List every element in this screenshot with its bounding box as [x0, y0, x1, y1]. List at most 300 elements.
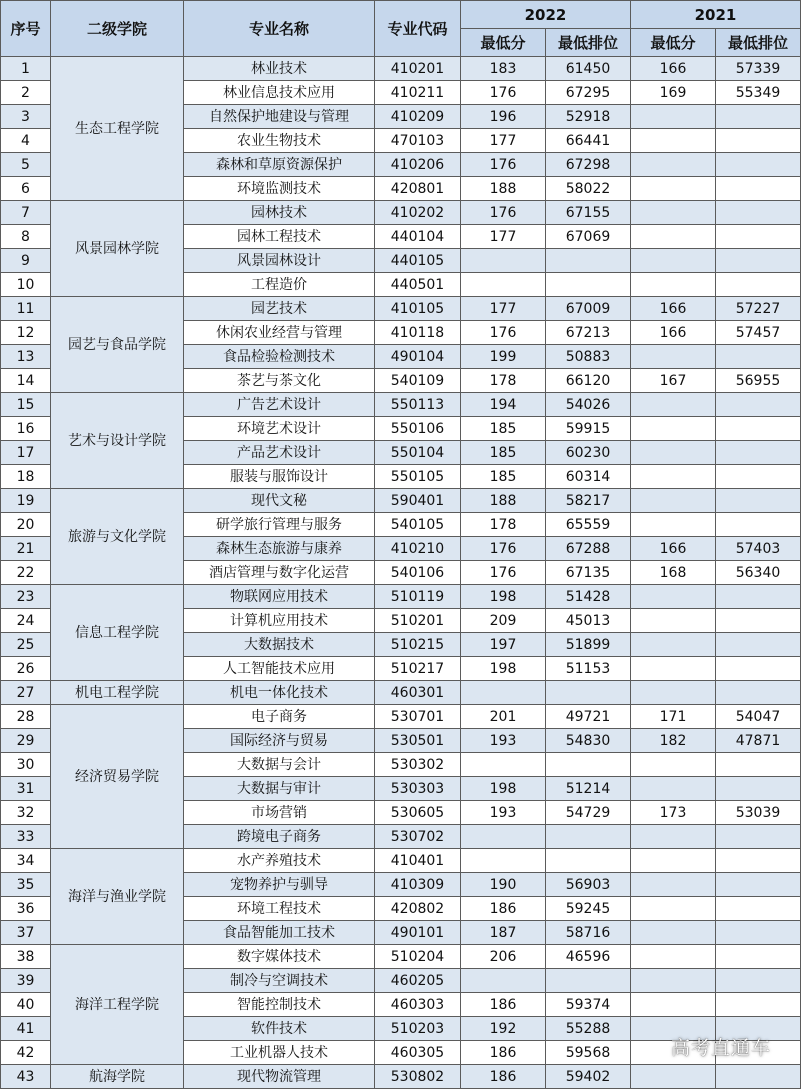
cell-2021-min-score: [631, 105, 716, 129]
cell-2021-min-rank: [716, 1065, 801, 1089]
cell-2022-min-score: [461, 249, 546, 273]
cell-seq: 31: [1, 777, 51, 801]
cell-2022-min-rank: 59245: [546, 897, 631, 921]
cell-2021-min-rank: [716, 129, 801, 153]
cell-2021-min-score: [631, 609, 716, 633]
cell-2022-min-score: 186: [461, 897, 546, 921]
cell-2021-min-rank: [716, 417, 801, 441]
cell-seq: 10: [1, 273, 51, 297]
cell-code: 410309: [375, 873, 461, 897]
cell-seq: 24: [1, 609, 51, 633]
cell-seq: 38: [1, 945, 51, 969]
cell-2022-min-rank: 55288: [546, 1017, 631, 1041]
cell-major: 产品艺术设计: [184, 441, 375, 465]
cell-2021-min-score: [631, 945, 716, 969]
cell-seq: 3: [1, 105, 51, 129]
cell-code: 490101: [375, 921, 461, 945]
cell-major: 人工智能技术应用: [184, 657, 375, 681]
cell-2021-min-score: [631, 777, 716, 801]
cell-2021-min-rank: [716, 993, 801, 1017]
cell-2022-min-score: 178: [461, 513, 546, 537]
cell-seq: 26: [1, 657, 51, 681]
cell-seq: 43: [1, 1065, 51, 1089]
cell-2021-min-score: 166: [631, 321, 716, 345]
cell-2022-min-score: 193: [461, 729, 546, 753]
cell-2022-min-score: 193: [461, 801, 546, 825]
cell-2022-min-rank: 59568: [546, 1041, 631, 1065]
cell-2022-min-score: [461, 681, 546, 705]
cell-2022-min-score: 186: [461, 1041, 546, 1065]
cell-seq: 18: [1, 465, 51, 489]
cell-2021-min-score: [631, 417, 716, 441]
cell-2022-min-score: 176: [461, 561, 546, 585]
cell-2021-min-score: [631, 393, 716, 417]
cell-major: 跨境电子商务: [184, 825, 375, 849]
cell-major: 林业技术: [184, 57, 375, 81]
table-row: [1, 57, 801, 81]
cell-2022-min-rank: 52918: [546, 105, 631, 129]
cell-seq: 19: [1, 489, 51, 513]
cell-2022-min-score: 176: [461, 201, 546, 225]
cell-code: 510203: [375, 1017, 461, 1041]
cell-code: 410118: [375, 321, 461, 345]
cell-seq: 37: [1, 921, 51, 945]
cell-code: 550113: [375, 393, 461, 417]
cell-2021-min-rank: 57403: [716, 537, 801, 561]
cell-code: 550105: [375, 465, 461, 489]
cell-2021-min-score: [631, 273, 716, 297]
cell-code: 410209: [375, 105, 461, 129]
cell-2021-min-score: [631, 201, 716, 225]
table-row: [1, 489, 801, 513]
cell-major: 国际经济与贸易: [184, 729, 375, 753]
cell-major: 智能控制技术: [184, 993, 375, 1017]
cell-college: 经济贸易学院: [51, 705, 184, 849]
watermark-text: 高考直通车: [670, 1037, 771, 1059]
table-row: [1, 945, 801, 969]
cell-major: 制冷与空调技术: [184, 969, 375, 993]
cell-2022-min-score: 194: [461, 393, 546, 417]
cell-seq: 22: [1, 561, 51, 585]
cell-2021-min-score: [631, 489, 716, 513]
cell-seq: 40: [1, 993, 51, 1017]
cell-major: 园林技术: [184, 201, 375, 225]
cell-2021-min-score: [631, 249, 716, 273]
cell-seq: 32: [1, 801, 51, 825]
cell-2022-min-rank: 59915: [546, 417, 631, 441]
cell-2022-min-rank: 51153: [546, 657, 631, 681]
cell-seq: 21: [1, 537, 51, 561]
cell-2022-min-score: 192: [461, 1017, 546, 1041]
cell-2021-min-score: [631, 681, 716, 705]
cell-2021-min-rank: [716, 849, 801, 873]
cell-2022-min-score: 177: [461, 129, 546, 153]
cell-2022-min-rank: 45013: [546, 609, 631, 633]
cell-seq: 29: [1, 729, 51, 753]
cell-major: 大数据技术: [184, 633, 375, 657]
cell-code: 410401: [375, 849, 461, 873]
cell-college: 海洋工程学院: [51, 945, 184, 1065]
cell-2022-min-score: 188: [461, 489, 546, 513]
cell-seq: 30: [1, 753, 51, 777]
cell-2022-min-score: 188: [461, 177, 546, 201]
cell-2021-min-score: [631, 225, 716, 249]
cell-code: 440104: [375, 225, 461, 249]
table-row: [1, 705, 801, 729]
header-2022-min-rank: 最低排位: [546, 29, 631, 57]
cell-2022-min-score: 198: [461, 585, 546, 609]
cell-2022-min-score: 177: [461, 297, 546, 321]
cell-2021-min-score: [631, 465, 716, 489]
cell-2021-min-score: [631, 825, 716, 849]
cell-seq: 14: [1, 369, 51, 393]
cell-2022-min-rank: 58217: [546, 489, 631, 513]
cell-2022-min-rank: 46596: [546, 945, 631, 969]
cell-2022-min-score: 177: [461, 225, 546, 249]
cell-2022-min-rank: 66441: [546, 129, 631, 153]
cell-2021-min-rank: [716, 441, 801, 465]
cell-seq: 13: [1, 345, 51, 369]
cell-seq: 11: [1, 297, 51, 321]
cell-2022-min-score: 176: [461, 537, 546, 561]
cell-code: 590401: [375, 489, 461, 513]
cell-major: 工业机器人技术: [184, 1041, 375, 1065]
cell-2022-min-score: [461, 849, 546, 873]
cell-2021-min-rank: [716, 177, 801, 201]
table-body: [1, 57, 801, 1089]
cell-2021-min-score: [631, 441, 716, 465]
cell-seq: 7: [1, 201, 51, 225]
cell-2021-min-score: 167: [631, 369, 716, 393]
cell-2022-min-rank: 67213: [546, 321, 631, 345]
cell-2022-min-rank: 51214: [546, 777, 631, 801]
cell-2022-min-score: 176: [461, 153, 546, 177]
cell-2022-min-score: 190: [461, 873, 546, 897]
cell-2022-min-rank: 58716: [546, 921, 631, 945]
table-row: [1, 393, 801, 417]
cell-seq: 17: [1, 441, 51, 465]
cell-2021-min-rank: [716, 921, 801, 945]
cell-2022-min-rank: 61450: [546, 57, 631, 81]
header-year-2021: 2021: [631, 1, 801, 29]
header-code: 专业代码: [375, 1, 461, 57]
cell-2022-min-score: 209: [461, 609, 546, 633]
cell-seq: 42: [1, 1041, 51, 1065]
cell-2022-min-rank: 51899: [546, 633, 631, 657]
cell-2022-min-rank: 54729: [546, 801, 631, 825]
cell-code: 550104: [375, 441, 461, 465]
cell-seq: 15: [1, 393, 51, 417]
cell-seq: 4: [1, 129, 51, 153]
cell-code: 460205: [375, 969, 461, 993]
cell-2021-min-rank: [716, 945, 801, 969]
cell-code: 420802: [375, 897, 461, 921]
cell-major: 林业信息技术应用: [184, 81, 375, 105]
cell-2021-min-rank: [716, 873, 801, 897]
cell-2022-min-rank: [546, 681, 631, 705]
header-2021-min-score: 最低分: [631, 29, 716, 57]
cell-code: 510201: [375, 609, 461, 633]
cell-code: 510217: [375, 657, 461, 681]
cell-seq: 9: [1, 249, 51, 273]
cell-2022-min-score: 186: [461, 993, 546, 1017]
cell-college: 航海学院: [51, 1065, 184, 1089]
cell-code: 410202: [375, 201, 461, 225]
cell-major: 现代物流管理: [184, 1065, 375, 1089]
cell-2021-min-rank: [716, 153, 801, 177]
cell-2022-min-rank: 67298: [546, 153, 631, 177]
cell-2022-min-rank: 60314: [546, 465, 631, 489]
cell-2022-min-rank: [546, 753, 631, 777]
cell-2022-min-score: 185: [461, 465, 546, 489]
cell-2021-min-score: 169: [631, 81, 716, 105]
cell-2021-min-score: 166: [631, 297, 716, 321]
cell-major: 森林生态旅游与康养: [184, 537, 375, 561]
cell-2022-min-rank: [546, 273, 631, 297]
cell-2021-min-rank: 57339: [716, 57, 801, 81]
cell-code: 410206: [375, 153, 461, 177]
cell-seq: 23: [1, 585, 51, 609]
cell-code: 440105: [375, 249, 461, 273]
cell-major: 电子商务: [184, 705, 375, 729]
cell-2022-min-rank: 54830: [546, 729, 631, 753]
cell-code: 530702: [375, 825, 461, 849]
cell-2021-min-rank: [716, 489, 801, 513]
cell-2021-min-score: [631, 753, 716, 777]
cell-2021-min-rank: [716, 633, 801, 657]
cell-code: 420801: [375, 177, 461, 201]
cell-major: 计算机应用技术: [184, 609, 375, 633]
header-2022-min-score: 最低分: [461, 29, 546, 57]
cell-code: 530605: [375, 801, 461, 825]
cell-2022-min-rank: 49721: [546, 705, 631, 729]
cell-2021-min-score: [631, 585, 716, 609]
cell-2022-min-rank: 67009: [546, 297, 631, 321]
cell-major: 食品检验检测技术: [184, 345, 375, 369]
cell-2021-min-score: [631, 993, 716, 1017]
cell-2022-min-rank: [546, 969, 631, 993]
cell-major: 研学旅行管理与服务: [184, 513, 375, 537]
header-college: 二级学院: [51, 1, 184, 57]
cell-2022-min-score: 199: [461, 345, 546, 369]
cell-2021-min-score: 182: [631, 729, 716, 753]
cell-2021-min-rank: [716, 897, 801, 921]
cell-major: 农业生物技术: [184, 129, 375, 153]
cell-2022-min-rank: 56903: [546, 873, 631, 897]
cell-seq: 5: [1, 153, 51, 177]
cell-2022-min-rank: 67069: [546, 225, 631, 249]
cell-2022-min-score: 197: [461, 633, 546, 657]
cell-2021-min-score: [631, 657, 716, 681]
cell-2021-min-score: [631, 177, 716, 201]
cell-major: 大数据与会计: [184, 753, 375, 777]
cell-2021-min-rank: [716, 249, 801, 273]
cell-code: 470103: [375, 129, 461, 153]
cell-2022-min-score: 187: [461, 921, 546, 945]
cell-major: 水产养殖技术: [184, 849, 375, 873]
cell-code: 510119: [375, 585, 461, 609]
cell-2022-min-score: 176: [461, 321, 546, 345]
cell-code: 410210: [375, 537, 461, 561]
cell-college: 园艺与食品学院: [51, 297, 184, 393]
cell-seq: 34: [1, 849, 51, 873]
cell-2021-min-score: [631, 969, 716, 993]
cell-seq: 28: [1, 705, 51, 729]
cell-seq: 20: [1, 513, 51, 537]
cell-code: 530501: [375, 729, 461, 753]
cell-major: 大数据与审计: [184, 777, 375, 801]
cell-2022-min-score: 186: [461, 1065, 546, 1089]
cell-2022-min-rank: 67155: [546, 201, 631, 225]
cell-2021-min-score: 168: [631, 561, 716, 585]
cell-2021-min-rank: [716, 609, 801, 633]
cell-college: 艺术与设计学院: [51, 393, 184, 489]
cell-code: 410105: [375, 297, 461, 321]
cell-code: 530701: [375, 705, 461, 729]
cell-major: 食品智能加工技术: [184, 921, 375, 945]
cell-2022-min-score: [461, 753, 546, 777]
cell-code: 510215: [375, 633, 461, 657]
cell-major: 茶艺与茶文化: [184, 369, 375, 393]
cell-major: 现代文秘: [184, 489, 375, 513]
cell-major: 园林工程技术: [184, 225, 375, 249]
cell-2021-min-rank: [716, 825, 801, 849]
cell-major: 酒店管理与数字化运营: [184, 561, 375, 585]
cell-2022-min-rank: 54026: [546, 393, 631, 417]
table-row: [1, 297, 801, 321]
cell-major: 环境监测技术: [184, 177, 375, 201]
cell-code: 410201: [375, 57, 461, 81]
cell-code: 550106: [375, 417, 461, 441]
cell-2022-min-rank: 59374: [546, 993, 631, 1017]
table-row: [1, 1065, 801, 1089]
cell-2021-min-rank: [716, 201, 801, 225]
cell-2022-min-rank: 67295: [546, 81, 631, 105]
cell-2021-min-score: [631, 921, 716, 945]
header-year-2022: 2022: [461, 1, 631, 29]
cell-2021-min-score: [631, 897, 716, 921]
cell-code: 510204: [375, 945, 461, 969]
cell-2022-min-score: 185: [461, 417, 546, 441]
cell-2022-min-score: 201: [461, 705, 546, 729]
table-row: [1, 849, 801, 873]
cell-2022-min-score: 206: [461, 945, 546, 969]
cell-2021-min-score: [631, 129, 716, 153]
cell-major: 森林和草原资源保护: [184, 153, 375, 177]
cell-college: 旅游与文化学院: [51, 489, 184, 585]
cell-2022-min-score: [461, 969, 546, 993]
cell-code: 540105: [375, 513, 461, 537]
cell-seq: 16: [1, 417, 51, 441]
cell-2022-min-rank: [546, 849, 631, 873]
cell-2021-min-rank: [716, 753, 801, 777]
cell-major: 风景园林设计: [184, 249, 375, 273]
cell-2022-min-rank: [546, 825, 631, 849]
cell-code: 490104: [375, 345, 461, 369]
table-row: [1, 681, 801, 705]
cell-2021-min-rank: 56955: [716, 369, 801, 393]
table-header: [1, 1, 801, 57]
cell-2021-min-score: [631, 513, 716, 537]
cell-2021-min-score: 173: [631, 801, 716, 825]
cell-major: 自然保护地建设与管理: [184, 105, 375, 129]
cell-seq: 12: [1, 321, 51, 345]
cell-code: 460303: [375, 993, 461, 1017]
cell-2021-min-rank: 57457: [716, 321, 801, 345]
cell-seq: 33: [1, 825, 51, 849]
cell-2021-min-rank: 54047: [716, 705, 801, 729]
cell-code: 540109: [375, 369, 461, 393]
cell-major: 广告艺术设计: [184, 393, 375, 417]
cell-seq: 6: [1, 177, 51, 201]
cell-2022-min-rank: [546, 249, 631, 273]
cell-seq: 1: [1, 57, 51, 81]
cell-2022-min-rank: 66120: [546, 369, 631, 393]
cell-2022-min-rank: 51428: [546, 585, 631, 609]
cell-major: 数字媒体技术: [184, 945, 375, 969]
cell-college: 机电工程学院: [51, 681, 184, 705]
cell-code: 530302: [375, 753, 461, 777]
cell-2021-min-rank: 55349: [716, 81, 801, 105]
cell-2022-min-score: 198: [461, 657, 546, 681]
header-2021-min-rank: 最低排位: [716, 29, 801, 57]
cell-major: 休闲农业经营与管理: [184, 321, 375, 345]
cell-2021-min-rank: [716, 969, 801, 993]
cell-2021-min-score: [631, 1065, 716, 1089]
cell-2021-min-score: [631, 873, 716, 897]
cell-seq: 25: [1, 633, 51, 657]
cell-2022-min-rank: 50883: [546, 345, 631, 369]
header-row-1: [1, 1, 801, 29]
cell-2022-min-score: 198: [461, 777, 546, 801]
cell-2021-min-rank: [716, 585, 801, 609]
cell-2022-min-score: 183: [461, 57, 546, 81]
cell-2022-min-score: 196: [461, 105, 546, 129]
cell-2021-min-rank: [716, 465, 801, 489]
cell-major: 物联网应用技术: [184, 585, 375, 609]
cell-2021-min-score: [631, 345, 716, 369]
cell-2021-min-rank: [716, 777, 801, 801]
cell-2021-min-rank: [716, 681, 801, 705]
cell-code: 410211: [375, 81, 461, 105]
cell-seq: 35: [1, 873, 51, 897]
cell-code: 530802: [375, 1065, 461, 1089]
cell-major: 环境艺术设计: [184, 417, 375, 441]
cell-code: 440501: [375, 273, 461, 297]
cell-2021-min-rank: [716, 225, 801, 249]
cell-2022-min-rank: 59402: [546, 1065, 631, 1089]
cell-2022-min-score: [461, 273, 546, 297]
table-row: [1, 585, 801, 609]
cell-2021-min-rank: 56340: [716, 561, 801, 585]
cell-college: 风景园林学院: [51, 201, 184, 297]
cell-college: 生态工程学院: [51, 57, 184, 201]
cell-2021-min-rank: 47871: [716, 729, 801, 753]
cell-code: 540106: [375, 561, 461, 585]
cell-code: 460301: [375, 681, 461, 705]
cell-2022-min-rank: 67288: [546, 537, 631, 561]
cell-seq: 8: [1, 225, 51, 249]
cell-2021-min-rank: 53039: [716, 801, 801, 825]
cell-2021-min-score: 166: [631, 537, 716, 561]
header-seq: 序号: [1, 1, 51, 57]
cell-2021-min-rank: [716, 345, 801, 369]
cell-major: 工程造价: [184, 273, 375, 297]
cell-major: 服装与服饰设计: [184, 465, 375, 489]
cell-2022-min-score: 178: [461, 369, 546, 393]
cell-major: 园艺技术: [184, 297, 375, 321]
cell-2021-min-rank: [716, 513, 801, 537]
